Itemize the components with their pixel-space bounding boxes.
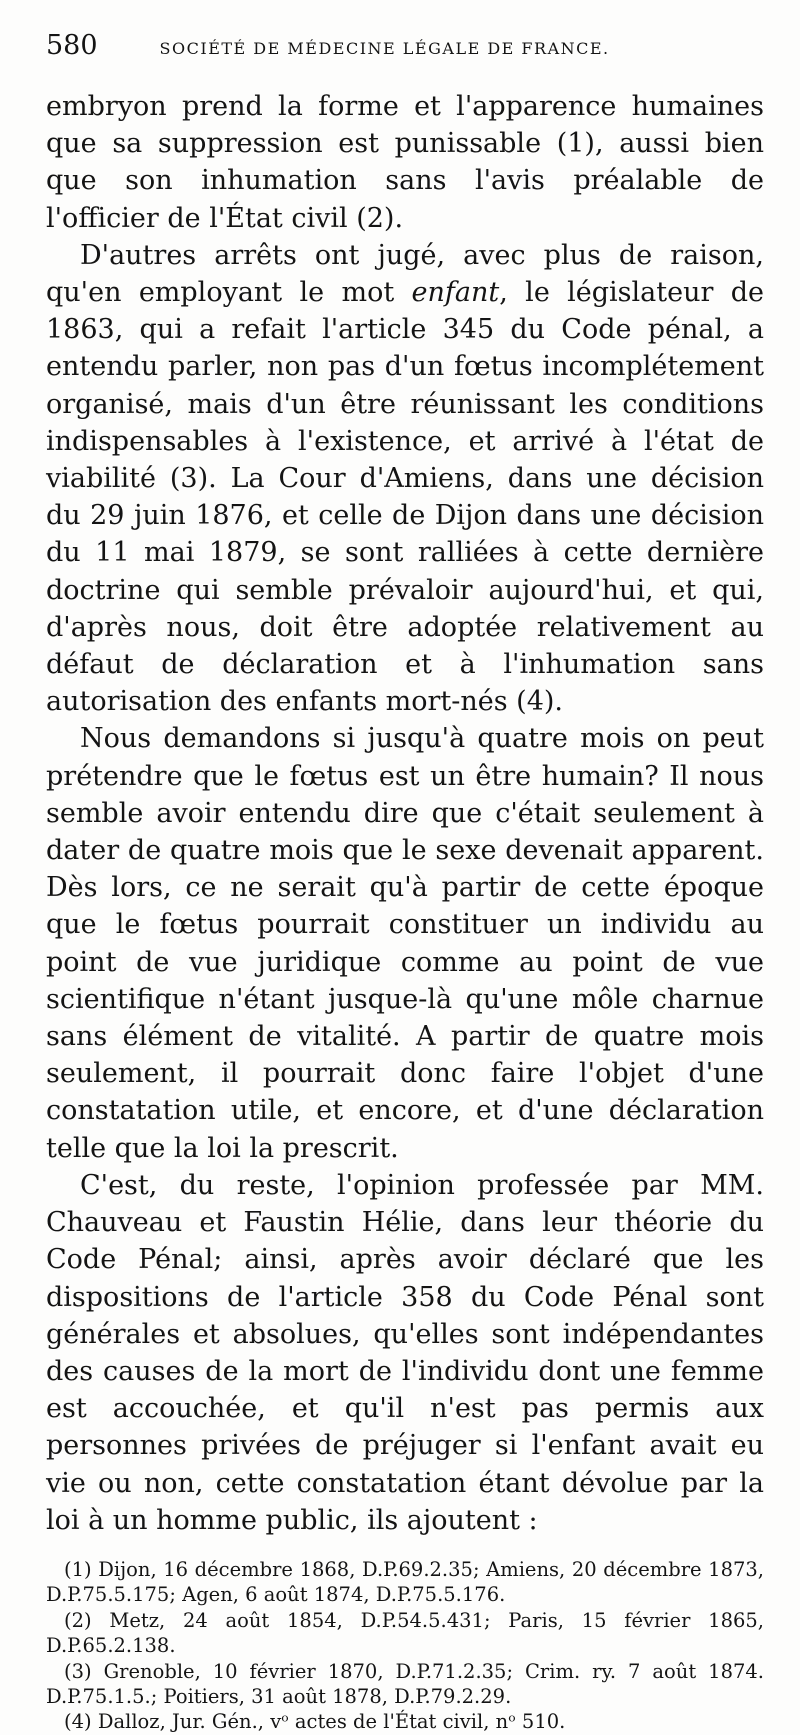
paragraph-4: C'est, du reste, l'opinion professée par MM. Chauveau et Faustin Hélie, dans leur théorie du Code Pénal; ainsi, après avoir déclaré que les dispositions de l'article 358 du Code Pénal sont générales et absolues, qu'elles sont indépendantes des causes de la mort de l'individu dont une femme est accouchée, et qu'il n'est pas permis aux personnes privées de préjuger si l'enfant avait eu vie ou non, cette constatation étant dévolue par la loi à un homme public, ils ajoutent : <box>46 1169 764 1536</box>
running-title: SOCIÉTÉ DE MÉDECINE LÉGALE DE FRANCE. <box>159 39 610 58</box>
paragraph-1: embryon prend la forme et l'apparence humaines que sa suppression est punissable (1), aussi bien que son inhumation sans l'avis préalable de l'officier de l'État civil (2). <box>46 91 764 234</box>
footnote-4: (4) Dalloz, Jur. Gén., vᵒ actes de l'État civil, nᵒ 510. <box>64 1710 566 1734</box>
paragraph-2-end: , le législateur de 1863, qui a refait l'article 345 du Code pénal, a entendu parler, non pas d'un fœtus incomplétement organisé, mais d'un être réunissant les conditions indispensables à l'existence, et arrivé à l'état de viabilité (3). La Cour d'Amiens, dans une décision du 29 juin 1876, et celle de Dijon dans une décision du 11 mai 1879, se sont ralliées à cette dernière doctrine qui semble prévaloir aujourd'hui, et qui, d'après nous, doit être adoptée relativement au défaut de déclaration et à l'inhumation sans autorisation des enfants mort-nés (4). <box>46 277 765 718</box>
body-text <box>46 88 764 1539</box>
page-header <box>46 30 764 74</box>
paragraph-3: Nous demandons si jusqu'à quatre mois on peut prétendre que le fœtus est un être humain? Il nous semble avoir entendu dire que c'était seulement à dater de quatre mois que le sexe devenait apparent. Dès lors, ce ne serait qu'à partir de cette époque que le fœtus pourrait constituer un individu au point de vue juridique comme au point de vue scientifique n'étant jusque-là qu'une môle charnue sans élément de vitalité. A partir de quatre mois seulement, il pourrait donc faire l'objet d'une constatation utile, et encore, et d'une déclaration telle que la loi la prescrit. <box>46 723 764 1164</box>
paragraph-2 <box>46 237 764 721</box>
paragraph-2-start: D'autres arrêts ont jugé, avec plus de raison, qu'en employant le mot <box>46 239 764 309</box>
footnote-2: (2) Metz, 24 août 1854, D.P.54.5.431; Paris, 15 février 1865, D.P.65.2.138. <box>46 1608 764 1658</box>
footnote-1: (1) Dijon, 16 décembre 1868, D.P.69.2.35; Amiens, 20 décembre 1873, D.P.75.5.175; Agen, 6 août 1874, D.P.75.5.176. <box>46 1557 764 1607</box>
italic-word-enfant: enfant <box>411 277 500 309</box>
page-number: 580 <box>46 30 98 61</box>
footnotes <box>46 1557 764 1735</box>
footnote-3: (3) Grenoble, 10 février 1870, D.P.71.2.35; Crim. ry. 7 août 1874. D.P.75.1.5.; Poitiers, 31 août 1878, D.P.79.2.29. <box>46 1659 764 1708</box>
